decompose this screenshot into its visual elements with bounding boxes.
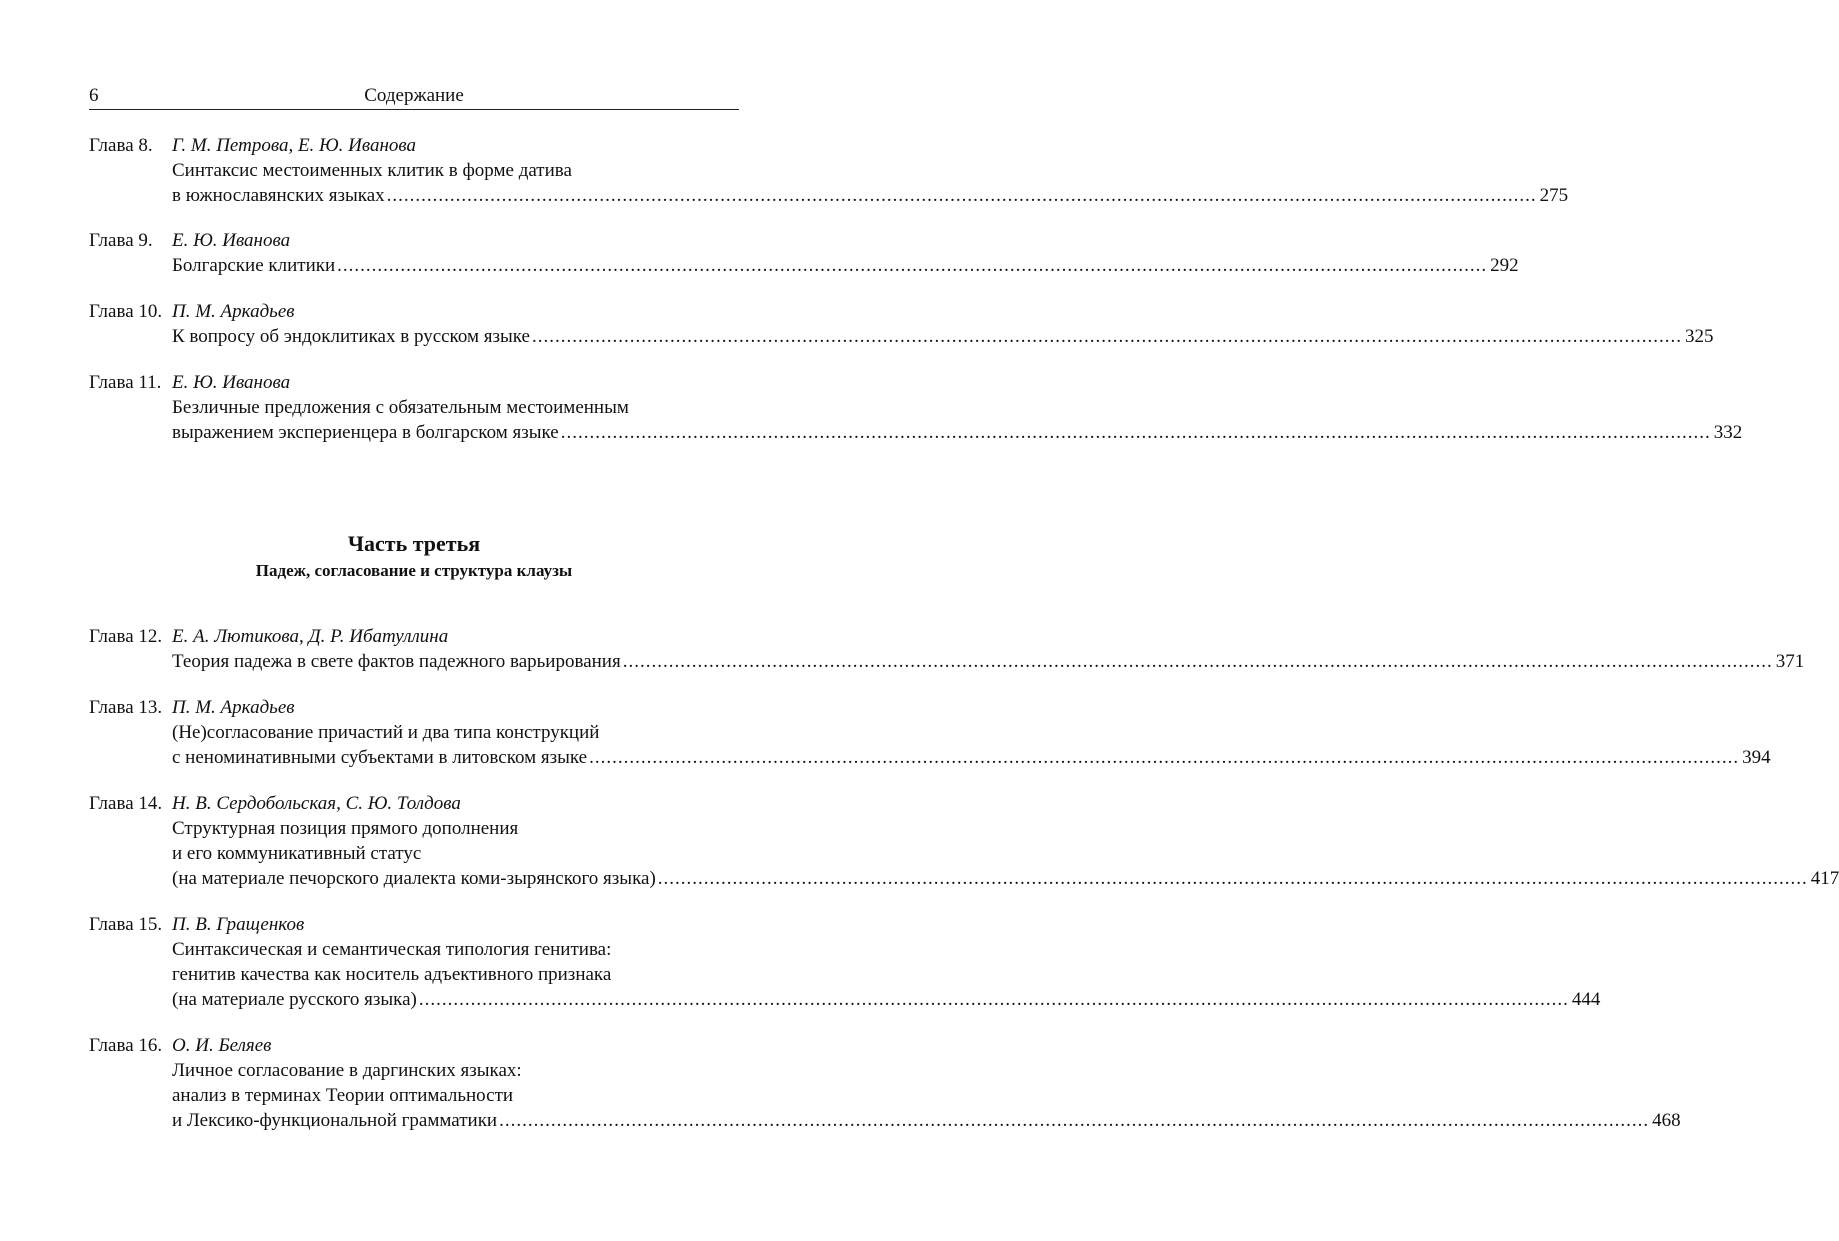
- chapter-title-text: К вопросу об эндоклитиках в русском языке: [172, 326, 530, 347]
- dot-leader: ........................................................................................................................................................................................................: [499, 1110, 1650, 1131]
- chapter-authors: О. И. Беляев: [172, 1035, 272, 1056]
- chapter-label: Глава 16.: [89, 1035, 163, 1056]
- chapter-label: Глава 15.: [89, 914, 163, 935]
- running-title: Содержание: [364, 85, 464, 106]
- chapter-label: Глава 10.: [89, 301, 163, 322]
- toc-entry: [89, 228, 1519, 278]
- toc-entry: [89, 370, 1743, 445]
- toc-entry: [89, 1033, 1681, 1133]
- chapter-authors: П. В. Гращенков: [172, 914, 305, 935]
- chapter-authors: Е. Ю. Иванова: [172, 372, 291, 393]
- chapter-label: Глава 14.: [89, 793, 163, 814]
- chapter-title-last-line: [172, 253, 1519, 278]
- chapter-title-last-line: [172, 1108, 1681, 1133]
- chapter-label: Глава 13.: [89, 697, 163, 718]
- chapter-title-text: с неноминативными субъектами в литовском языке: [172, 747, 588, 768]
- chapter-title-line: генитив качества как носитель адъективного признака: [172, 964, 612, 985]
- chapter-label: Глава 11.: [89, 372, 162, 393]
- toc-entry: [89, 299, 1714, 349]
- dot-leader: ........................................................................................................................................................................................................: [531, 326, 1682, 347]
- part-title: Часть третья: [347, 531, 481, 556]
- chapter-title-last-line: [172, 987, 1601, 1012]
- chapter-title-last-line: [172, 324, 1714, 349]
- toc-entry: [89, 912, 1601, 1012]
- dot-leader: ........................................................................................................................................................................................................: [657, 868, 1808, 889]
- page-ref: 275: [1539, 185, 1569, 206]
- chapter-authors: П. М. Аркадьев: [172, 301, 295, 322]
- chapter-authors: Н. В. Сердобольская, С. Ю. Толдова: [172, 793, 461, 814]
- dot-leader: ........................................................................................................................................................................................................: [386, 185, 1537, 206]
- toc-entry: [89, 695, 1771, 770]
- chapter-title-line: и его коммуникативный статус: [172, 843, 422, 864]
- toc-entry: [89, 624, 1805, 674]
- chapter-authors: Е. А. Лютикова, Д. Р. Ибатуллина: [172, 626, 449, 647]
- part-subtitle: Падеж, согласование и структура клаузы: [255, 561, 573, 580]
- chapter-title-line: (Не)согласование причастий и два типа конструкций: [172, 722, 600, 743]
- page-ref: 371: [1775, 651, 1805, 672]
- toc-entry: [89, 133, 1569, 208]
- chapter-title-last-line: [172, 420, 1743, 445]
- dot-leader: ........................................................................................................................................................................................................: [337, 255, 1488, 276]
- chapter-title-line: Личное согласование в даргинских языках:: [172, 1060, 522, 1081]
- page-ref: 444: [1571, 989, 1601, 1010]
- chapter-title-line: Синтаксическая и семантическая типология генитива:: [172, 939, 612, 960]
- chapter-title-line: Безличные предложения с обязательным местоименным: [172, 397, 629, 418]
- chapter-title-text: в южнославянских языках: [172, 185, 385, 206]
- chapter-title-last-line: [172, 183, 1569, 208]
- page-ref: 332: [1713, 422, 1743, 443]
- chapter-title-text: (на материале русского языка): [172, 989, 417, 1010]
- chapter-authors: Е. Ю. Иванова: [172, 230, 291, 251]
- page-ref: 468: [1652, 1110, 1681, 1131]
- page-ref: 417: [1810, 868, 1839, 889]
- chapter-title-last-line: [172, 649, 1805, 674]
- chapter-title-line: Синтаксис местоименных клитик в форме датива: [172, 160, 572, 181]
- chapter-label: Глава 12.: [89, 626, 163, 647]
- dot-leader: ........................................................................................................................................................................................................: [418, 989, 1569, 1010]
- page-ref: 394: [1742, 747, 1771, 768]
- chapter-title-text: (на материале печорского диалекта коми-зырянского языка): [172, 868, 656, 889]
- chapter-title-line: Структурная позиция прямого дополнения: [172, 818, 519, 839]
- chapter-title-text: выражением экспериенцера в болгарском языке: [172, 422, 559, 443]
- chapter-title-text: Теория падежа в свете фактов падежного варьирования: [172, 651, 621, 672]
- chapter-label: Глава 8.: [89, 135, 153, 156]
- toc-entry: [89, 791, 1839, 891]
- chapter-label: Глава 9.: [89, 230, 153, 251]
- chapter-title-text: и Лексико-функциональной грамматики: [172, 1110, 498, 1131]
- chapter-title-text: Болгарские клитики: [172, 255, 336, 276]
- dot-leader: ........................................................................................................................................................................................................: [589, 747, 1740, 768]
- chapter-title-last-line: [172, 745, 1771, 770]
- dot-leader: ........................................................................................................................................................................................................: [622, 651, 1773, 672]
- running-header: [89, 85, 739, 110]
- chapter-authors: П. М. Аркадьев: [172, 697, 295, 718]
- page-ref: 325: [1684, 326, 1714, 347]
- chapter-authors: Г. М. Петрова, Е. Ю. Иванова: [172, 135, 417, 156]
- page-ref: 292: [1490, 255, 1519, 276]
- chapter-title-line: анализ в терминах Теории оптимальности: [172, 1085, 514, 1106]
- page-number: 6: [89, 85, 99, 106]
- chapter-title-last-line: [172, 866, 1839, 891]
- dot-leader: ........................................................................................................................................................................................................: [560, 422, 1711, 443]
